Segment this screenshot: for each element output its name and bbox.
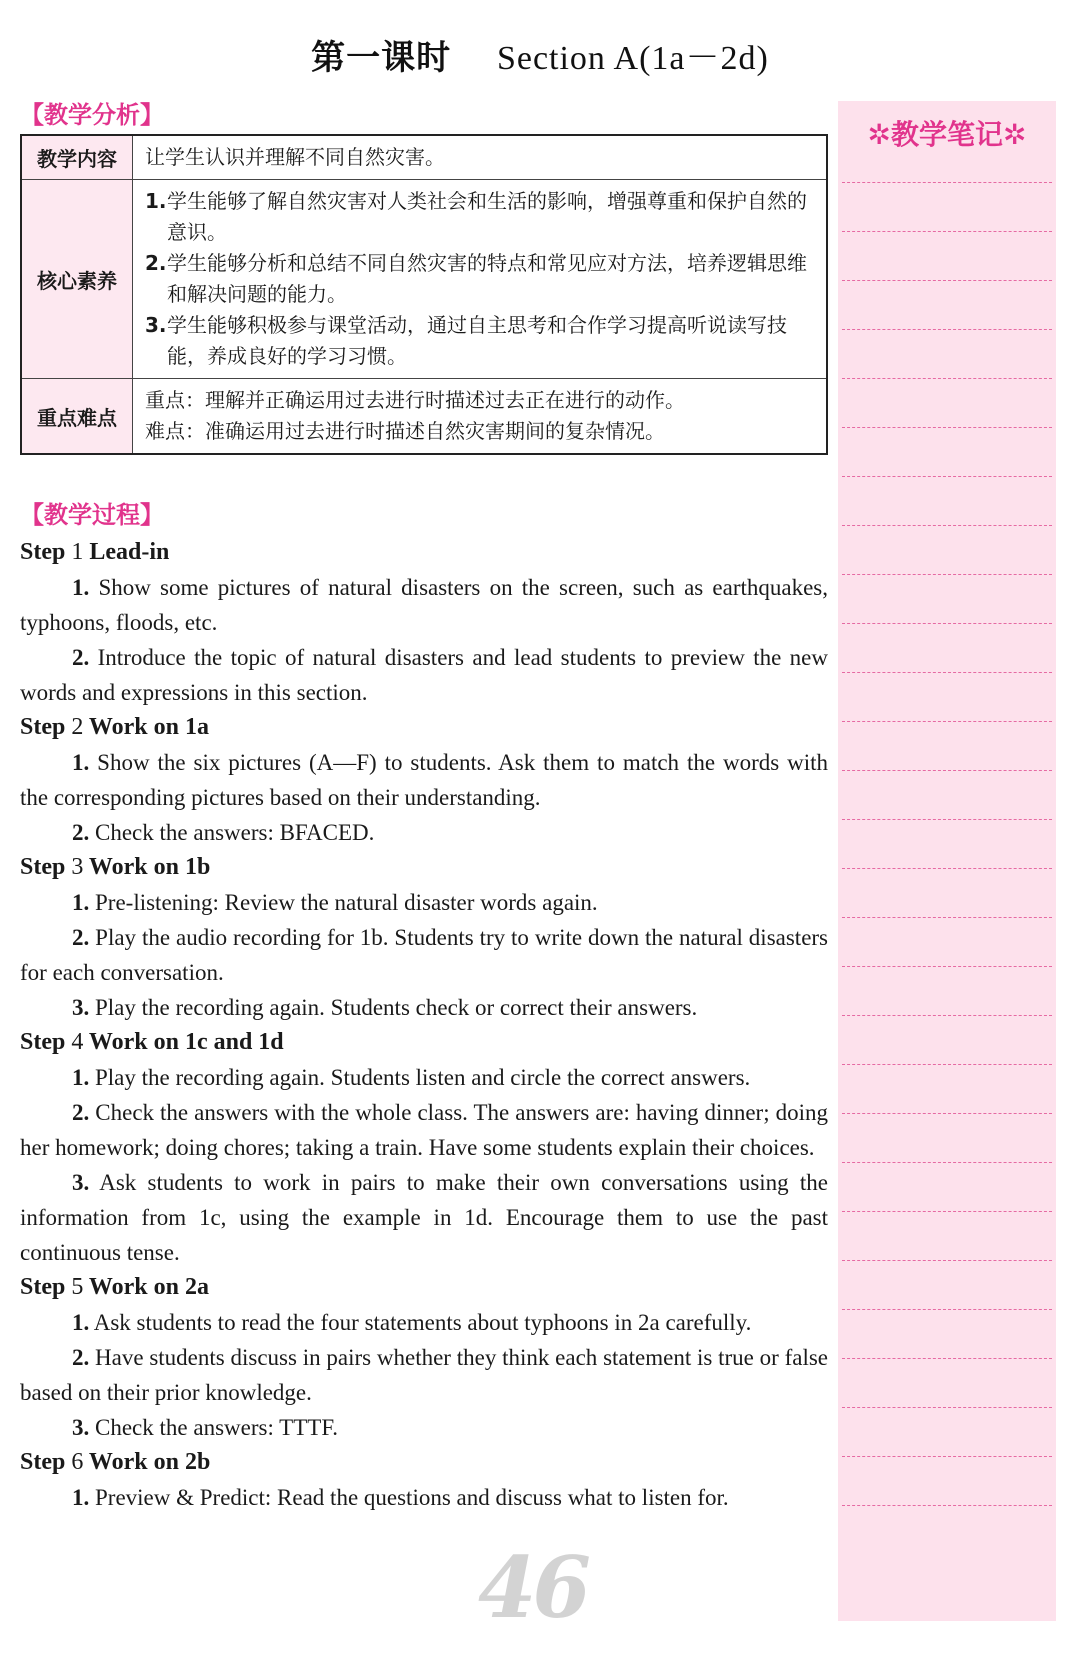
note-line — [842, 329, 1052, 330]
step-paragraph: 3. Ask students to work in pairs to make their own conversations using the information from 1c, using the example in 1d. Encourage them to use the past continuous tense. — [20, 1170, 828, 1265]
step-paragraph: 1. Pre-listening: Review the natural disaster words again. — [72, 890, 598, 915]
step-paragraph: 1. Play the recording again. Students listen and circle the correct answers. — [72, 1065, 751, 1090]
note-line — [842, 917, 1052, 918]
note-line — [842, 1407, 1052, 1408]
note-line — [842, 770, 1052, 771]
analysis-table — [20, 134, 828, 455]
difficult-point: 难点：准确运用过去进行时描述自然灾害期间的复杂情况。 — [145, 419, 665, 443]
step-paragraph: 1. Ask students to read the four statements about typhoons in 2a carefully. — [72, 1310, 752, 1335]
step-paragraph: 1. Show some pictures of natural disasters on the screen, such as earthquakes, typhoons, floods, etc. — [20, 575, 829, 635]
note-line — [842, 1064, 1052, 1065]
key-points-label: 重点难点 — [21, 379, 133, 455]
step-paragraph: 2. Play the audio recording for 1b. Students try to write down the natural disasters for each conversation. — [20, 925, 829, 985]
teaching-process — [20, 498, 828, 1515]
step-heading: Step 3 Work on 1b — [20, 854, 211, 880]
step-heading: Step 6 Work on 2b — [20, 1449, 211, 1475]
step-paragraph: 3. Check the answers: TTTF. — [72, 1415, 339, 1440]
step-paragraph: 2. Check the answers with the whole class. The answers are: having dinner; doing her homework; doing chores; taking a train. Have some students explain their choices. — [20, 1100, 828, 1160]
note-line — [842, 476, 1052, 477]
note-line — [842, 868, 1052, 869]
step-paragraph: 1. Preview & Predict: Read the questions and discuss what to listen for. — [72, 1485, 729, 1510]
note-line — [842, 1015, 1052, 1016]
note-line — [842, 1260, 1052, 1261]
step-paragraph: 3. Play the recording again. Students check or correct their answers. — [72, 995, 698, 1020]
note-line — [842, 721, 1052, 722]
step-heading: Step 1 Lead-in — [20, 539, 170, 565]
literacy-item: 2. 学生能够分析和总结不同自然灾害的特点和常见应对方法，培养逻辑思维和解决问题的能力。 — [145, 251, 807, 306]
literacy-item: 3. 学生能够积极参与课堂活动，通过自主思考和合作学习提高听说读写技能，养成良好的学习习惯。 — [145, 313, 787, 368]
process-heading: 【教学过程】 — [20, 501, 164, 529]
note-line — [842, 280, 1052, 281]
teaching-notes-panel — [838, 101, 1056, 1621]
step-paragraph: 1. Show the six pictures (A—F) to students. Ask them to match the words with the corresponding pictures based on their understanding. — [20, 750, 828, 810]
note-line — [842, 966, 1052, 967]
note-line — [842, 1162, 1052, 1163]
note-line — [842, 378, 1052, 379]
literacy-item: 1. 学生能够了解自然灾害对人类社会和生活的影响，增强尊重和保护自然的意识。 — [145, 189, 807, 244]
literacy-list — [133, 180, 828, 379]
page-number: 46 — [478, 1538, 587, 1637]
note-line — [842, 525, 1052, 526]
content-label: 教学内容 — [21, 135, 133, 180]
notes-title: ✲教学笔记✲ — [867, 118, 1027, 151]
note-line — [842, 1309, 1052, 1310]
analysis-heading: 【教学分析】 — [20, 101, 164, 129]
content-text: 让学生认识并理解不同自然灾害。 — [133, 135, 828, 180]
step-paragraph: 2. Check the answers: BFACED. — [72, 820, 375, 845]
note-line — [842, 672, 1052, 673]
key-point: 重点：理解并正确运用过去进行时描述过去正在进行的动作。 — [145, 388, 685, 412]
step-heading: Step 2 Work on 1a — [20, 714, 209, 740]
note-line — [842, 574, 1052, 575]
literacy-label: 核心素养 — [21, 180, 133, 379]
step-paragraph: 2. Introduce the topic of natural disasters and lead students to preview the new words and expressions in this section. — [20, 645, 828, 705]
note-line — [842, 1113, 1052, 1114]
lesson-title-zh: 第一课时 — [311, 38, 452, 78]
note-line — [842, 182, 1052, 183]
lesson-title-en: Section A(1a－2d) — [496, 40, 769, 77]
note-line — [842, 819, 1052, 820]
note-line — [842, 1211, 1052, 1212]
step-heading: Step 4 Work on 1c and 1d — [20, 1029, 284, 1055]
step-paragraph: 2. Have students discuss in pairs whether they think each statement is true or false based on their prior knowledge. — [20, 1345, 829, 1405]
note-line — [842, 1456, 1052, 1457]
note-line — [842, 231, 1052, 232]
step-heading: Step 5 Work on 2a — [20, 1274, 209, 1300]
note-line — [842, 1505, 1052, 1506]
key-points — [133, 379, 828, 455]
page-title — [0, 30, 1080, 79]
note-line — [842, 427, 1052, 428]
note-line — [842, 623, 1052, 624]
note-line — [842, 1358, 1052, 1359]
